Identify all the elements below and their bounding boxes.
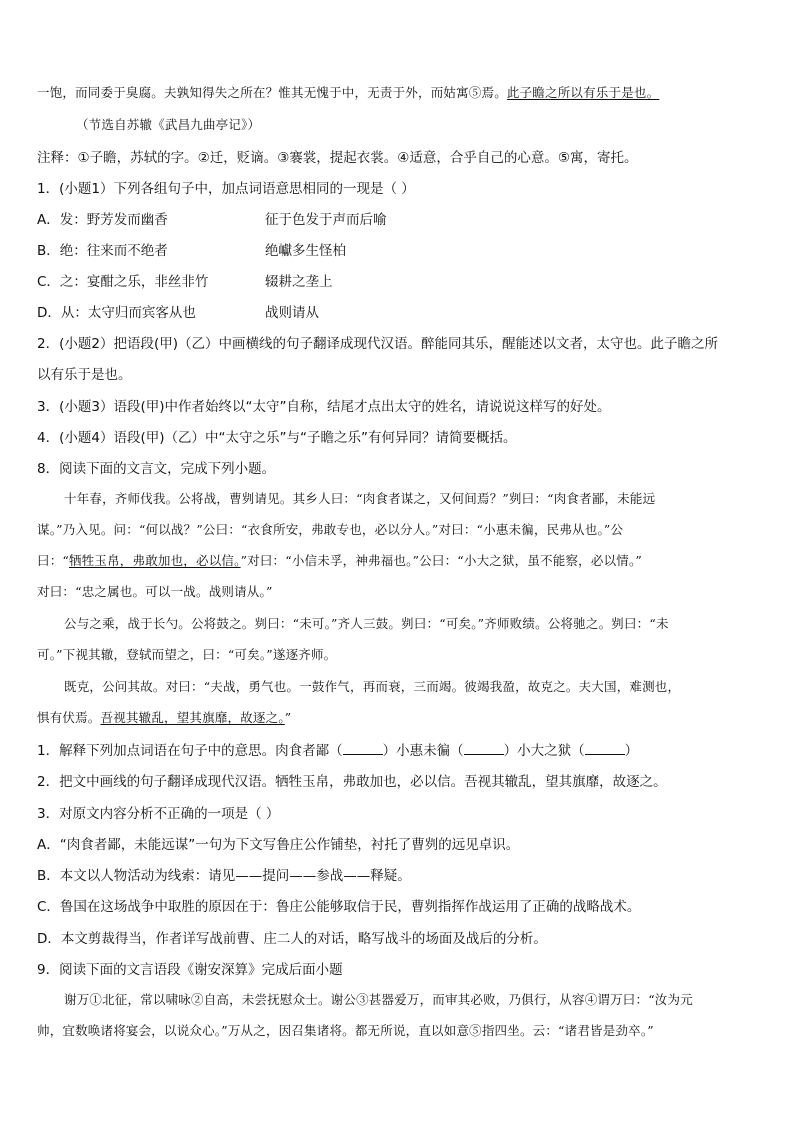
q8-sub2: 2．把文中画线的句子翻译成现代汉语。牺牲玉帛，弗敢加也，必以信。吾视其辙乱，望其旗靡，故逐之。 — [37, 774, 667, 790]
question-3: 3．(小题3）语段(甲)中作者始终以“太守”自称，结尾才点出太守的姓名，请说说这样写的好处。 — [37, 399, 611, 415]
question-9-title: 9．阅读下面的文言语段《谢安深算》完成后面小题 — [37, 962, 343, 978]
underlined-sentence: 牺牲玉帛，弗敢加也，必以信。 — [69, 553, 241, 568]
underlined-sentence: 此子瞻之所以有乐于是也。 — [506, 85, 660, 100]
question-8-title: 8．阅读下面的文言文，完成下列小题。 — [37, 461, 276, 477]
q8-passage-line: 十年春，齐师伐我。公将战，曹刿请见。其乡人曰：“肉食者谋之，又何间焉？”刿曰：“肉食者鄙，未能远 — [64, 491, 656, 506]
question-1-stem: 1．(小题1）下列各组句子中，加点词语意思相同的一现是（ ） — [37, 181, 415, 197]
q8-sub3-option-c: C．鲁国在这场战争中取胜的原因在于：鲁庄公能够取信于民，曹刿指挥作战运用了正确的战略战术。 — [37, 899, 641, 915]
q9-passage-line: 谢万①北征，常以啸咏②自高，未尝抚慰众士。谢公③甚器爱万，而审其必败，乃俱行，从容④谓万曰：“汝为元 — [64, 992, 693, 1007]
q8-sub3-option-a: A．“肉食者鄙，未能远谋”一句为下文写鲁庄公作铺垫，衬托了曹刿的远见卓识。 — [37, 837, 520, 853]
q8-passage-line: 可。”下视其辙，登轼而望之，曰：“可矣。”遂逐齐师。 — [37, 647, 337, 662]
q8-sub1: 1．解释下列加点词语在句子中的意思。肉食者鄙（ ）小惠未徧（ ）小大之狱（ ） — [37, 743, 639, 759]
answer-blank[interactable] — [464, 742, 504, 755]
question-1-option-b: B．绝：往来而不绝者 绝巘多生怪柏 — [37, 243, 346, 259]
q8-passage-line: 惧有伏焉。吾视其辙乱，望其旗靡，故逐之。” — [37, 710, 292, 725]
underlined-sentence: 吾视其辙乱，望其旗靡，故逐之。 — [100, 710, 285, 725]
q8-passage-line: 谋。”乃入见。问：“何以战？”公曰：“衣食所安，弗敢专也，必以分人。”对曰：“小惠未徧，民弗从也。”公 — [37, 522, 624, 537]
q8-passage-line: 对曰：“忠之属也。可以一战。战则请从。” — [37, 584, 273, 599]
q8-sub3-option-d: D．本文剪裁得当，作者详写战前曹、庄二人的对话，略写战斗的场面及战后的分析。 — [37, 931, 547, 947]
question-1-option-a: A．发：野芳发而幽香 征于色发于声而后喻 — [37, 212, 387, 228]
q8-sub3: 3．对原文内容分析不正确的一项是（ ） — [37, 806, 280, 822]
passage-yi-line: 一饱，而同委于臭腐。夫孰知得失之所在？惟其无愧于中，无责于外，而姑寓⑤焉。此子瞻之所以有乐于是也。 — [37, 85, 660, 100]
q8-passage-line: 公与之乘，战于长勺。公将鼓之。刿曰：“未可。”齐人三鼓。刿曰：“可矣。”齐师败绩。公将驰之。刿曰：“未 — [64, 616, 669, 631]
q8-passage-line: 既克，公问其故。对曰：“夫战，勇气也。一鼓作气，再而衰，三而竭。彼竭我盈，故克之。夫大国，难测也， — [64, 679, 681, 694]
question-1-option-c: C．之：宴酣之乐，非丝非竹 辍耕之垄上 — [37, 274, 333, 290]
question-2-line2: 以有乐于是也。 — [37, 367, 132, 383]
q8-passage-line: 曰：“牺牲玉帛，弗敢加也，必以信。”对曰：“小信未孚，神弗福也。”公曰：“小大之狱，虽不能察，必以情。” — [37, 553, 643, 568]
question-2-line1: 2．(小题2）把语段(甲)（乙）中画横线的句子翻译成现代汉语。醉能同其乐，醒能述以文者，太守也。此子瞻之所 — [37, 336, 718, 352]
q8-sub3-option-b: B．本文以人物活动为线索：请见——提问——参战——释疑。 — [37, 868, 411, 884]
q9-passage-line: 帅，宜数唤诸将宴会，以说众心。”万从之，因召集诸将。都无所说，直以如意⑤指四坐。云：“诸君皆是劲卒。” — [37, 1023, 654, 1038]
passage-notes: 注释：①子瞻，苏轼的字。②迁，贬谪。③褰裳，提起衣裳。④适意，合乎自己的心意。⑤寓，寄托。 — [37, 150, 638, 166]
question-4: 4．(小题4）语段(甲)（乙）中“太守之乐”与“子瞻之乐”有何异同？请简要概括。 — [37, 430, 517, 446]
answer-blank[interactable] — [585, 742, 625, 755]
question-1-option-d: D．从：太守归而宾客从也 战则请从 — [37, 305, 319, 321]
answer-blank[interactable] — [343, 742, 383, 755]
passage-source: （节选自苏辙《武昌九曲亭记》） — [76, 117, 261, 132]
